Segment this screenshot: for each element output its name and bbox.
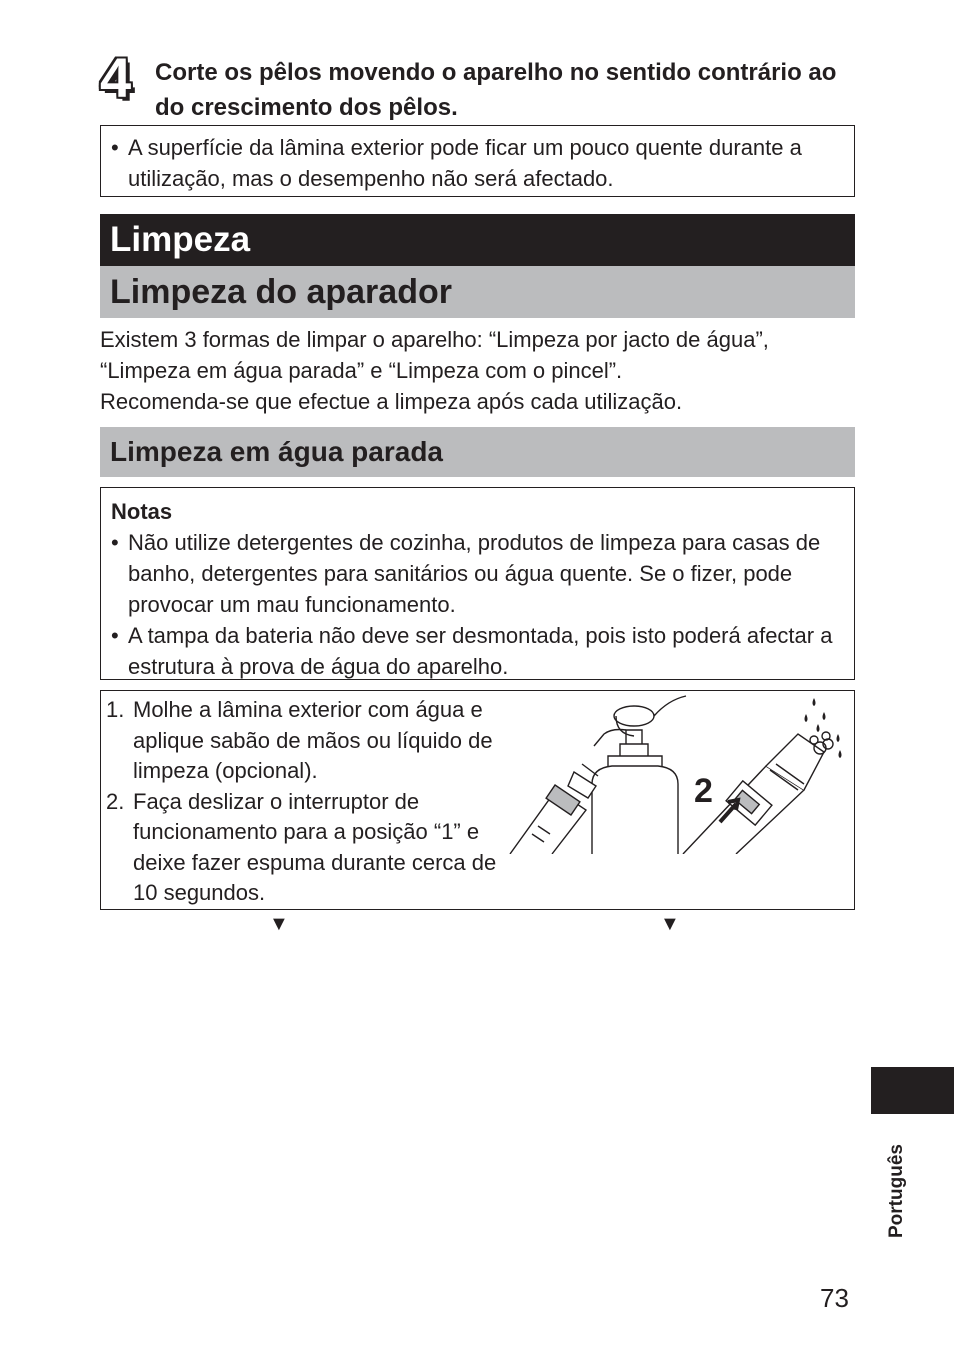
language-label: Português <box>886 1144 907 1238</box>
intro-text <box>100 324 860 417</box>
intro-paragraph: Existem 3 formas de limpar o aparelho: “Limpeza por jacto de água”, “Limpeza em água parada” e “Limpeza com o pincel”. <box>100 327 769 383</box>
step-instruction: Corte os pêlos movendo o aparelho no sentido contrário ao do crescimento dos pêlos. <box>155 59 837 121</box>
step-item <box>101 787 511 909</box>
step-item-number: 2. <box>106 788 125 814</box>
method-title: Limpeza em água parada <box>100 427 855 477</box>
next-arrow-icon: ▼ <box>269 913 289 935</box>
switch-position-label: 2 <box>694 772 713 810</box>
soap-bottle-icon <box>592 696 686 854</box>
next-arrow-icon: ▼ <box>660 913 680 935</box>
step-item <box>101 695 511 787</box>
notes-item: • A tampa da bateria não deve ser desmontada, pois isto poderá afectar a estrutura à prova de água do aparelho. <box>101 620 844 682</box>
note-item: • A superfície da lâmina exterior pode ficar um pouco quente durante a utilização, mas o desempenho não será afectado. <box>101 132 844 194</box>
steps-list <box>101 695 511 909</box>
subsection-title: Limpeza do aparador <box>100 266 855 318</box>
page-number: 73 <box>820 1283 849 1313</box>
trimmer-under-pump-icon <box>510 764 598 854</box>
cleaning-illustration <box>508 694 853 854</box>
intro-paragraph: Recomenda-se que efectue a limpeza após cada utilização. <box>100 389 683 414</box>
notes-box <box>100 487 855 680</box>
language-tab <box>871 1067 954 1114</box>
step-item-number: 1. <box>106 697 125 722</box>
section-title: Limpeza <box>100 214 855 266</box>
step-item-text: Faça deslizar o interruptor de funcionamento para a posição “1” e deixe fazer espuma durante cerca de 10 segundos. <box>133 788 497 905</box>
notes-title: Notas <box>111 499 173 524</box>
note-box <box>100 125 855 197</box>
step-item-text: Molhe a lâmina exterior com água e aplique sabão de mãos ou líquido de limpeza (opcional). <box>133 697 493 783</box>
notes-item: • Não utilize detergentes de cozinha, produtos de limpeza para casas de banho, detergentes para sanitários ou água quente. Se o fizer, pode provocar um mau funcionamento. <box>101 527 844 620</box>
step-number: 4 <box>100 46 132 109</box>
